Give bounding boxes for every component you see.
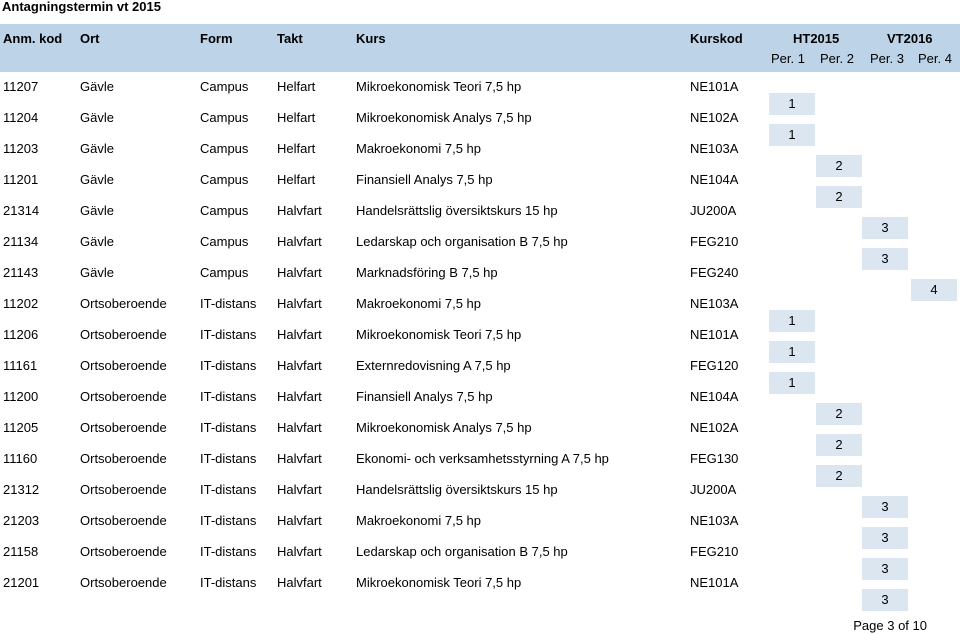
table-row bbox=[0, 389, 960, 420]
row-form: Campus bbox=[200, 172, 249, 187]
period-marker: 1 bbox=[769, 310, 815, 332]
table-row bbox=[0, 327, 960, 358]
header-kurskod: Kurskod bbox=[690, 31, 743, 46]
row-anm-kod: 21134 bbox=[3, 234, 39, 249]
row-kurs: Mikroekonomisk Teori 7,5 hp bbox=[356, 79, 522, 94]
table-row bbox=[0, 513, 960, 544]
row-takt: Helfart bbox=[277, 79, 316, 94]
row-kurs: Mikroekonomisk Analys 7,5 hp bbox=[356, 420, 532, 435]
page-number: Page 3 of 10 bbox=[853, 618, 927, 633]
row-anm-kod: 11200 bbox=[3, 389, 39, 404]
row-ort: Gävle bbox=[80, 265, 114, 280]
row-kurs: Makroekonomi 7,5 hp bbox=[356, 141, 482, 156]
row-kurs: Finansiell Analys 7,5 hp bbox=[356, 172, 493, 187]
period-marker: 3 bbox=[862, 496, 908, 518]
row-kurs: Ledarskap och organisation B 7,5 hp bbox=[356, 234, 568, 249]
period-marker: 3 bbox=[862, 558, 908, 580]
row-kurskod: NE103A bbox=[690, 141, 739, 156]
table-row bbox=[0, 296, 960, 327]
row-form: IT-distans bbox=[200, 513, 257, 528]
table-row bbox=[0, 79, 960, 110]
header-form: Form bbox=[200, 31, 233, 46]
row-kurskod: NE102A bbox=[690, 110, 739, 125]
header-kurs: Kurs bbox=[356, 31, 386, 46]
row-ort: Ortsoberoende bbox=[80, 482, 167, 497]
row-anm-kod: 21158 bbox=[3, 544, 39, 559]
row-kurskod: JU200A bbox=[690, 203, 737, 218]
row-takt: Halvfart bbox=[277, 482, 322, 497]
row-kurs: Handelsrättslig översiktskurs 15 hp bbox=[356, 203, 558, 218]
document-title: Antagningstermin vt 2015 bbox=[2, 0, 161, 14]
row-kurskod: NE104A bbox=[690, 389, 739, 404]
period-marker: 1 bbox=[769, 372, 815, 394]
period-marker: 1 bbox=[769, 341, 815, 363]
row-form: Campus bbox=[200, 234, 249, 249]
row-anm-kod: 11207 bbox=[3, 79, 39, 94]
period-marker: 2 bbox=[816, 403, 862, 425]
period-marker: 3 bbox=[862, 248, 908, 270]
row-ort: Ortsoberoende bbox=[80, 451, 167, 466]
row-form: IT-distans bbox=[200, 451, 257, 466]
period-marker: 2 bbox=[816, 465, 862, 487]
header-period-1: Per. 1 bbox=[771, 51, 805, 66]
header-period-4: Per. 4 bbox=[918, 51, 952, 66]
row-form: IT-distans bbox=[200, 544, 257, 559]
period-marker: 3 bbox=[862, 527, 908, 549]
row-ort: Ortsoberoende bbox=[80, 389, 167, 404]
header-takt: Takt bbox=[277, 31, 303, 46]
row-kurskod: NE101A bbox=[690, 575, 739, 590]
row-anm-kod: 11202 bbox=[3, 296, 39, 311]
table-row bbox=[0, 203, 960, 234]
row-takt: Halvfart bbox=[277, 389, 322, 404]
table-header bbox=[0, 24, 960, 72]
row-ort: Ortsoberoende bbox=[80, 327, 167, 342]
row-kurskod: JU200A bbox=[690, 482, 737, 497]
row-ort: Ortsoberoende bbox=[80, 358, 167, 373]
row-kurs: Mikroekonomisk Teori 7,5 hp bbox=[356, 575, 522, 590]
row-kurskod: NE101A bbox=[690, 327, 739, 342]
row-kurs: Mikroekonomisk Teori 7,5 hp bbox=[356, 327, 522, 342]
row-kurskod: FEG210 bbox=[690, 544, 739, 559]
row-takt: Halvfart bbox=[277, 420, 322, 435]
row-takt: Halvfart bbox=[277, 451, 322, 466]
row-kurs: Makroekonomi 7,5 hp bbox=[356, 513, 482, 528]
row-ort: Gävle bbox=[80, 234, 114, 249]
header-period-2: Per. 2 bbox=[820, 51, 854, 66]
row-takt: Helfart bbox=[277, 141, 316, 156]
row-anm-kod: 11160 bbox=[3, 451, 38, 466]
row-ort: Ortsoberoende bbox=[80, 575, 167, 590]
row-kurs: Makroekonomi 7,5 hp bbox=[356, 296, 482, 311]
row-form: IT-distans bbox=[200, 327, 257, 342]
row-anm-kod: 11161 bbox=[3, 358, 38, 373]
row-takt: Halvfart bbox=[277, 203, 322, 218]
period-marker: 2 bbox=[816, 186, 862, 208]
row-ort: Ortsoberoende bbox=[80, 296, 167, 311]
table-row bbox=[0, 482, 960, 513]
row-kurs: Handelsrättslig översiktskurs 15 hp bbox=[356, 482, 558, 497]
period-marker: 3 bbox=[862, 589, 908, 611]
table-row bbox=[0, 420, 960, 451]
row-form: IT-distans bbox=[200, 420, 257, 435]
row-anm-kod: 11204 bbox=[3, 110, 39, 125]
row-kurs: Ledarskap och organisation B 7,5 hp bbox=[356, 544, 568, 559]
row-anm-kod: 21314 bbox=[3, 203, 40, 218]
row-takt: Helfart bbox=[277, 172, 316, 187]
row-ort: Gävle bbox=[80, 141, 114, 156]
row-ort: Gävle bbox=[80, 79, 114, 94]
row-form: IT-distans bbox=[200, 296, 257, 311]
row-form: Campus bbox=[200, 141, 249, 156]
row-ort: Ortsoberoende bbox=[80, 544, 167, 559]
row-kurskod: NE104A bbox=[690, 172, 739, 187]
row-kurs: Ekonomi- och verksamhetsstyrning A 7,5 hp bbox=[356, 451, 609, 466]
row-form: IT-distans bbox=[200, 482, 257, 497]
row-form: Campus bbox=[200, 110, 249, 125]
row-ort: Gävle bbox=[80, 110, 114, 125]
period-marker: 4 bbox=[911, 279, 957, 301]
table-row bbox=[0, 110, 960, 141]
table-row bbox=[0, 234, 960, 265]
row-kurskod: NE103A bbox=[690, 513, 739, 528]
table-row bbox=[0, 575, 960, 606]
row-anm-kod: 21143 bbox=[3, 265, 39, 280]
row-ort: Gävle bbox=[80, 172, 114, 187]
row-kurs: Externredovisning A 7,5 hp bbox=[356, 358, 511, 373]
row-kurs: Marknadsföring B 7,5 hp bbox=[356, 265, 498, 280]
header-period-3: Per. 3 bbox=[870, 51, 904, 66]
row-anm-kod: 11201 bbox=[3, 172, 39, 187]
period-marker: 1 bbox=[769, 93, 815, 115]
row-ort: Gävle bbox=[80, 203, 114, 218]
row-form: Campus bbox=[200, 203, 249, 218]
row-kurskod: NE102A bbox=[690, 420, 739, 435]
period-marker: 1 bbox=[769, 124, 815, 146]
table-row bbox=[0, 451, 960, 482]
row-takt: Halvfart bbox=[277, 544, 322, 559]
row-anm-kod: 21201 bbox=[3, 575, 40, 590]
row-kurs: Finansiell Analys 7,5 hp bbox=[356, 389, 493, 404]
row-kurskod: NE103A bbox=[690, 296, 739, 311]
row-takt: Halvfart bbox=[277, 575, 322, 590]
table-row bbox=[0, 141, 960, 172]
row-ort: Ortsoberoende bbox=[80, 513, 167, 528]
row-kurs: Mikroekonomisk Analys 7,5 hp bbox=[356, 110, 532, 125]
row-kurskod: FEG240 bbox=[690, 265, 739, 280]
row-kurskod: FEG130 bbox=[690, 451, 739, 466]
header-ort: Ort bbox=[80, 31, 100, 46]
row-kurskod: NE101A bbox=[690, 79, 739, 94]
row-takt: Halvfart bbox=[277, 327, 322, 342]
row-kurskod: FEG210 bbox=[690, 234, 739, 249]
row-form: Campus bbox=[200, 79, 249, 94]
row-anm-kod: 11205 bbox=[3, 420, 39, 435]
row-anm-kod: 11206 bbox=[3, 327, 39, 342]
header-anm-kod: Anm. kod bbox=[3, 31, 63, 46]
row-takt: Halvfart bbox=[277, 296, 322, 311]
row-takt: Halvfart bbox=[277, 513, 322, 528]
row-form: IT-distans bbox=[200, 358, 257, 373]
row-takt: Halvfart bbox=[277, 234, 322, 249]
row-form: IT-distans bbox=[200, 575, 257, 590]
period-marker: 3 bbox=[862, 217, 908, 239]
row-kurskod: FEG120 bbox=[690, 358, 739, 373]
row-form: IT-distans bbox=[200, 389, 257, 404]
period-marker: 2 bbox=[816, 155, 862, 177]
table-row bbox=[0, 172, 960, 203]
period-marker: 2 bbox=[816, 434, 862, 456]
row-takt: Helfart bbox=[277, 110, 316, 125]
table-row bbox=[0, 544, 960, 575]
table-row bbox=[0, 358, 960, 389]
row-anm-kod: 11203 bbox=[3, 141, 39, 156]
row-takt: Halvfart bbox=[277, 265, 322, 280]
row-anm-kod: 21203 bbox=[3, 513, 40, 528]
row-anm-kod: 21312 bbox=[3, 482, 40, 497]
row-form: Campus bbox=[200, 265, 249, 280]
header-ht2015: HT2015 bbox=[793, 31, 840, 46]
table-row bbox=[0, 265, 960, 296]
header-vt2016: VT2016 bbox=[887, 31, 933, 46]
row-ort: Ortsoberoende bbox=[80, 420, 167, 435]
row-takt: Halvfart bbox=[277, 358, 322, 373]
